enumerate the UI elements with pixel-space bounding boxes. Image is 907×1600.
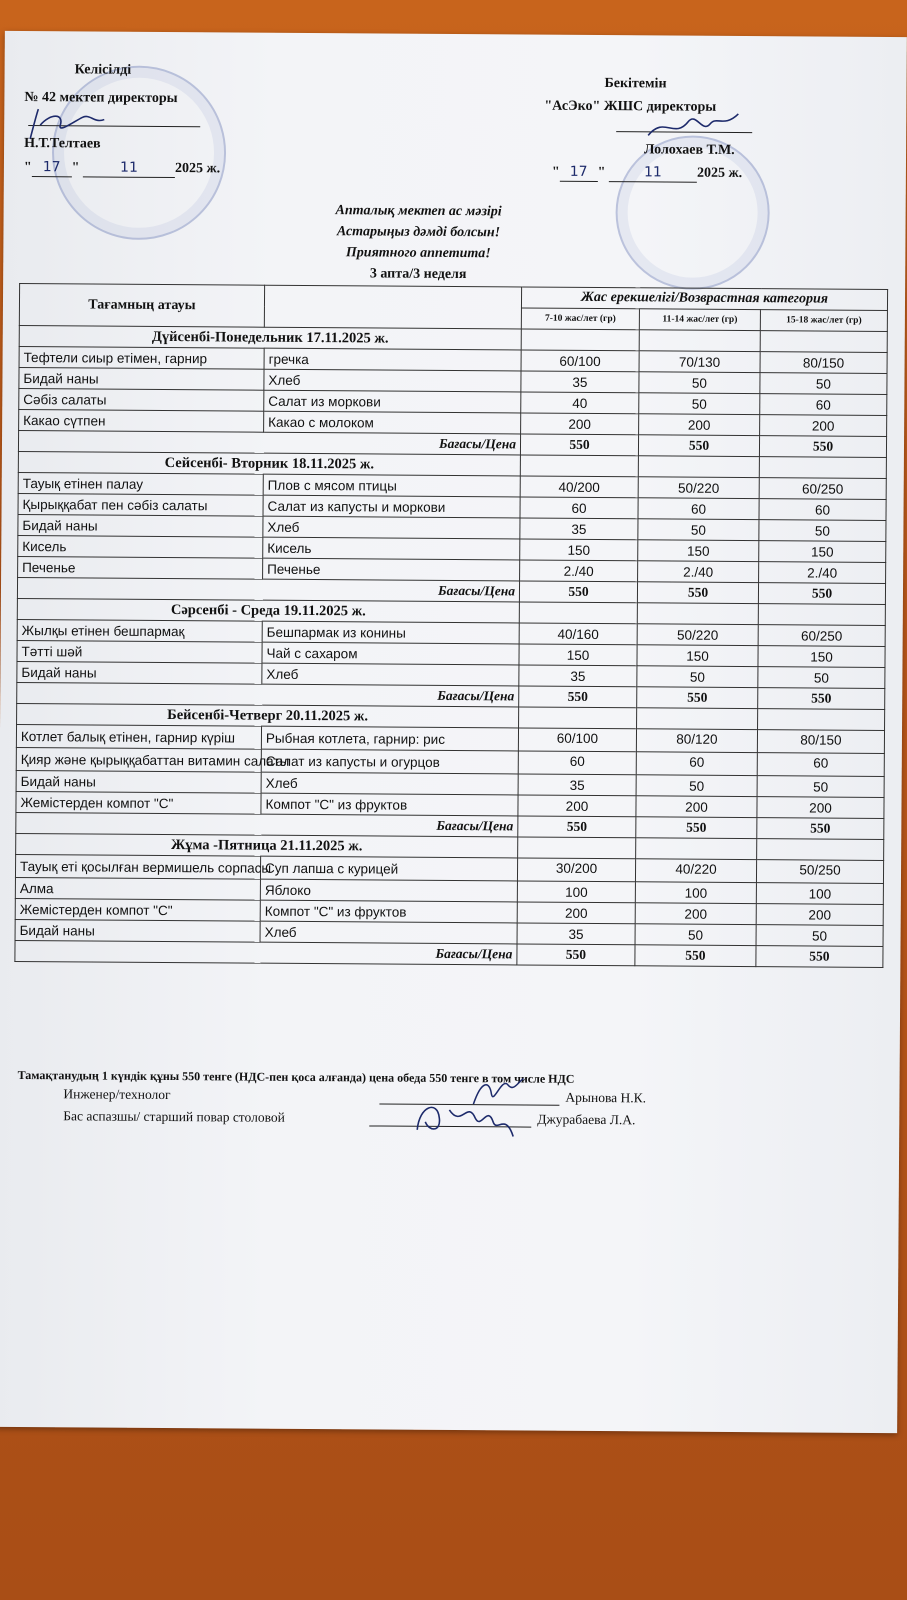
dish-name-kz: Тәтті шәй (17, 640, 262, 663)
approval-left-name: Н.Т.Телтаев (24, 136, 101, 152)
portion-age-group-2: 200 (639, 414, 760, 436)
dish-name-kz: Котлет балық етінен, гарнир күріш (16, 724, 261, 749)
approval-right-name: Лолохаев Т.М. (644, 142, 735, 158)
dish-name-kz: Жылқы етінен бешпармақ (17, 619, 262, 642)
menu-week: 3 апта/3 неделя (369, 266, 467, 283)
portion-age-group-2: 50 (637, 666, 758, 688)
dish-name-kz: Какао сүтпен (19, 409, 264, 432)
price-age-group-3: 550 (758, 583, 885, 605)
portion-age-group-1: 60 (518, 751, 636, 775)
dish-name-kz: Алма (15, 877, 260, 900)
portion-age-group-3: 60 (760, 394, 887, 416)
dish-name-ru: Бешпармак из конины (262, 621, 519, 644)
portion-age-group-1: 40 (521, 392, 639, 414)
portion-age-group-2: 200 (636, 796, 757, 818)
day-header-empty-cell (636, 838, 757, 860)
portion-age-group-1: 60/100 (521, 350, 639, 372)
day-header-empty-cell (520, 455, 638, 477)
portion-age-group-1: 40/200 (520, 476, 638, 498)
col-header-empty (264, 285, 521, 329)
day-title: Сейсенбі- Вторник 18.11.2025 ж. (18, 451, 520, 476)
portion-age-group-2: 50 (636, 775, 757, 797)
portion-age-group-2: 40/220 (635, 859, 756, 883)
portion-age-group-3: 150 (758, 646, 885, 668)
portion-age-group-1: 60 (520, 497, 638, 519)
portion-age-group-1: 200 (517, 902, 635, 924)
day-header-empty-cell (760, 331, 887, 353)
dish-name-kz: Бидай наны (16, 770, 261, 793)
dish-name-ru: Хлеб (260, 921, 517, 944)
dish-name-ru: Салат из капусты и моркови (263, 495, 520, 518)
day-header-empty-cell (519, 707, 637, 729)
day-header-empty-cell (758, 709, 885, 731)
day-header-empty-cell (639, 330, 760, 352)
price-age-group-2: 550 (635, 945, 756, 967)
day-header-empty-cell (758, 604, 885, 626)
approval-left-date: " 17 " 11 2025 ж. (23, 159, 221, 177)
dish-name-ru: Печенье (263, 558, 520, 581)
day-header-empty-cell (759, 457, 886, 479)
day-header-empty-cell (757, 839, 884, 861)
portion-age-group-3: 80/150 (757, 730, 884, 754)
dish-name-kz: Сәбіз салаты (19, 388, 264, 411)
dish-name-ru: Хлеб (264, 369, 521, 392)
price-age-group-1: 550 (517, 944, 635, 966)
day-header-empty-cell (638, 456, 759, 478)
dish-name-ru: Рыбная котлета, гарнир: рис (261, 726, 518, 751)
day-header-empty-cell (518, 837, 636, 859)
portion-age-group-3: 80/150 (760, 352, 887, 374)
menu-title: Апталық мектеп ас мәзірі (335, 203, 502, 220)
engineer-name: Арынова Н.К. (565, 1089, 647, 1106)
portion-age-group-1: 150 (519, 644, 637, 666)
portion-age-group-3: 2./40 (759, 562, 886, 584)
portion-age-group-3: 200 (757, 797, 884, 819)
portion-age-group-3: 150 (759, 541, 886, 563)
portion-age-group-2: 50 (638, 519, 759, 541)
dish-name-ru: Плов с мясом птицы (263, 474, 520, 497)
dish-name-kz: Печенье (18, 556, 263, 579)
approval-left-position: № 42 мектеп директоры (24, 90, 178, 107)
day-title: Дүйсенбі-Понедельник 17.11.2025 ж. (19, 325, 521, 350)
portion-age-group-2: 60 (638, 498, 759, 520)
portion-age-group-2: 80/120 (636, 729, 757, 753)
portion-age-group-2: 50/220 (637, 624, 758, 646)
dish-name-kz: Кисель (18, 535, 263, 558)
portion-age-group-1: 200 (521, 413, 639, 435)
portion-age-group-1: 40/160 (519, 623, 637, 645)
age-group-3: 15-18 жас/лет (гр) (760, 310, 887, 332)
portion-age-group-1: 100 (517, 881, 635, 903)
portion-age-group-2: 50/220 (638, 477, 759, 499)
price-age-group-2: 550 (637, 687, 758, 709)
portion-age-group-3: 200 (760, 415, 887, 437)
col-header-category: Жас ерекшелігі/Возврастная категория (521, 287, 887, 311)
portion-age-group-2: 150 (638, 540, 759, 562)
portion-age-group-3: 50/250 (756, 860, 883, 884)
portion-age-group-2: 100 (635, 882, 756, 904)
portion-age-group-2: 200 (635, 903, 756, 925)
dish-name-kz: Бидай наны (19, 367, 264, 390)
dish-name-kz: Жемістерден компот "С" (16, 791, 261, 814)
approval-right-title: Бекітемін (604, 76, 667, 92)
dish-name-ru: Компот "С" из фруктов (261, 793, 518, 816)
portion-age-group-2: 150 (637, 645, 758, 667)
dish-name-ru: Какао с молоком (264, 411, 521, 434)
dish-name-ru: Хлеб (261, 772, 518, 795)
dish-name-ru: Чай с сахаром (262, 642, 519, 665)
dish-name-ru: Хлеб (262, 663, 519, 686)
portion-age-group-3: 60 (757, 753, 884, 777)
portion-age-group-1: 35 (518, 774, 636, 796)
cook-name: Джурабаева Л.А. (537, 1111, 636, 1128)
dish-name-ru: гречка (264, 348, 521, 371)
price-label: Бағасы/Цена (17, 577, 519, 602)
portion-age-group-1: 2./40 (520, 560, 638, 582)
portion-age-group-2: 60 (636, 752, 757, 776)
price-label: Бағасы/Цена (18, 430, 520, 455)
price-age-group-3: 550 (757, 818, 884, 840)
dish-name-kz: Бидай наны (18, 514, 263, 537)
portion-age-group-2: 50 (635, 924, 756, 946)
footer-price-note: Тамақтанудың 1 күндік құны 550 тенге (НДС-пен қоса алғанда) цена обеда 550 тенге в том числе НДС (17, 1067, 575, 1086)
day-title: Сәрсенбі - Среда 19.11.2025 ж. (17, 598, 519, 623)
price-age-group-1: 550 (519, 686, 637, 708)
age-group-1: 7-10 жас/лет (гр) (521, 308, 639, 330)
price-age-group-3: 550 (758, 688, 885, 710)
price-label: Бағасы/Цена (17, 682, 519, 707)
portion-age-group-2: 70/130 (639, 351, 760, 373)
menu-table (14, 283, 888, 968)
price-age-group-2: 550 (638, 435, 759, 457)
day-header-empty-cell (521, 329, 639, 351)
price-label: Бағасы/Цена (15, 940, 517, 965)
portion-age-group-2: 2./40 (638, 561, 759, 583)
col-header-name: Тағамның атауы (19, 283, 264, 327)
menu-subtitle-ru: Приятного аппетита! (345, 245, 491, 262)
cook-signature (409, 1092, 519, 1141)
portion-age-group-1: 35 (519, 665, 637, 687)
portion-age-group-1: 150 (520, 539, 638, 561)
price-age-group-2: 550 (637, 582, 758, 604)
portion-age-group-3: 50 (756, 925, 883, 947)
portion-age-group-1: 200 (518, 795, 636, 817)
dish-name-ru: Салат из капусты и огурцов (261, 749, 518, 774)
dish-name-kz: Қырыққабат пен сәбіз салаты (18, 493, 263, 516)
dish-name-ru: Яблоко (260, 879, 517, 902)
menu-document (0, 31, 907, 1433)
portion-age-group-3: 50 (759, 520, 886, 542)
dish-name-ru: Суп лапша с курицей (260, 856, 517, 881)
dish-name-kz: Қияр және қырыққабаттан витамин салаты (16, 747, 261, 772)
price-age-group-1: 550 (518, 816, 636, 838)
portion-age-group-1: 35 (520, 518, 638, 540)
dish-name-ru: Хлеб (263, 516, 520, 539)
portion-age-group-1: 35 (521, 371, 639, 393)
price-age-group-3: 550 (759, 436, 886, 458)
price-age-group-1: 550 (520, 434, 638, 456)
day-title: Бейсенбі-Четверг 20.11.2025 ж. (17, 703, 519, 728)
portion-age-group-3: 60/250 (759, 478, 886, 500)
price-label: Бағасы/Цена (16, 812, 518, 837)
approval-right-position: "АсЭко" ЖШС директоры (544, 98, 717, 115)
approval-left-title: Келісілді (74, 62, 132, 78)
dish-name-kz: Жемістерден компот "С" (15, 898, 260, 921)
engineer-label: Инженер/технолог (63, 1086, 171, 1103)
portion-age-group-3: 50 (760, 373, 887, 395)
portion-age-group-2: 50 (639, 393, 760, 415)
dish-name-kz: Тауық еті қосылған вермишель сорпасы (15, 854, 260, 879)
portion-age-group-1: 30/200 (517, 858, 635, 882)
portion-age-group-3: 60 (759, 499, 886, 521)
approval-right-date: " 17 " 11 2025 ж. (551, 163, 743, 182)
price-age-group-1: 550 (519, 581, 637, 603)
portion-age-group-3: 100 (756, 883, 883, 905)
portion-age-group-2: 50 (639, 372, 760, 394)
portion-age-group-1: 35 (517, 923, 635, 945)
dish-name-kz: Бидай наны (15, 919, 260, 942)
day-header-empty-cell (637, 708, 758, 730)
dish-name-kz: Тауық етінен палау (18, 472, 263, 495)
age-group-2: 11-14 жас/лет (гр) (639, 309, 760, 331)
price-age-group-3: 550 (756, 946, 883, 968)
approval-left-month: 11 (83, 158, 175, 178)
approval-right-signature (644, 105, 744, 146)
approval-right-day: 17 (560, 163, 598, 182)
approval-right-month: 11 (609, 163, 697, 183)
day-header-empty-cell (637, 603, 758, 625)
dish-name-kz: Бидай наны (17, 661, 262, 684)
portion-age-group-1: 60/100 (518, 728, 636, 752)
day-header-empty-cell (519, 602, 637, 624)
day-title: Жұма -Пятница 21.11.2025 ж. (16, 833, 518, 858)
dish-name-kz: Тефтели сиыр етімен, гарнир (19, 346, 264, 369)
portion-age-group-3: 200 (756, 904, 883, 926)
dish-name-ru: Салат из моркови (264, 390, 521, 413)
portion-age-group-3: 50 (757, 776, 884, 798)
menu-subtitle-kz: Астарыңыз дәмді болсын! (336, 224, 501, 241)
dish-name-ru: Компот "С" из фруктов (260, 900, 517, 923)
approval-left-day: 17 (32, 158, 72, 177)
dish-name-ru: Кисель (263, 537, 520, 560)
price-age-group-2: 550 (636, 817, 757, 839)
portion-age-group-3: 50 (758, 667, 885, 689)
portion-age-group-3: 60/250 (758, 625, 885, 647)
cook-label: Бас аспазшы/ старший повар столовой (63, 1108, 285, 1125)
